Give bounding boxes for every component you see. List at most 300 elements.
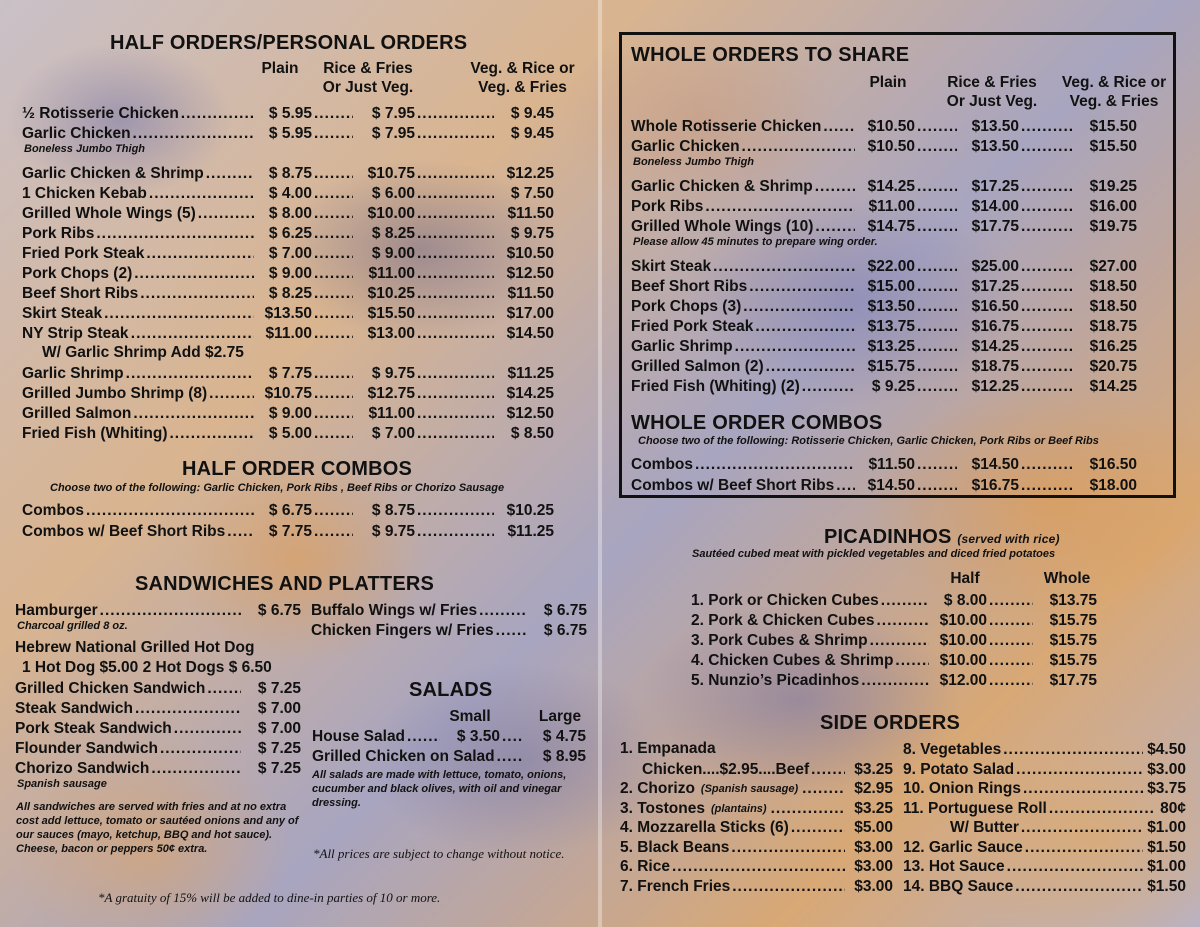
whole-item-price: $14.25 <box>971 338 1019 355</box>
sandwich-item-note: Spanish sausage <box>17 778 107 790</box>
half-item-name: Pork Ribs <box>22 225 95 242</box>
picadinhos-item-price: $ 8.00 <box>943 592 987 609</box>
whole-item-name: Skirt Steak <box>631 258 712 275</box>
half-combo-row <box>22 522 562 542</box>
half-item-name: Garlic Shrimp <box>22 365 124 382</box>
half-item-price: $10.75 <box>367 165 415 182</box>
whole-combo-leader <box>1021 476 1075 496</box>
half-item-row <box>22 264 562 284</box>
half-item-price: $ 8.00 <box>268 205 312 222</box>
whole-item-leader <box>917 257 957 277</box>
whole-item-row <box>631 357 1171 377</box>
half-item-leader <box>417 204 494 224</box>
half-item-leader <box>314 244 353 264</box>
whole-item-price: $19.75 <box>1089 218 1137 235</box>
side-item-row <box>620 779 893 799</box>
picadinhos-item-leader <box>989 671 1033 691</box>
half-item-price: $12.75 <box>367 385 415 402</box>
picadinhos-item-leader <box>876 611 929 631</box>
half-item-leader <box>146 244 254 264</box>
whole-item-row <box>631 277 1171 297</box>
platter-item-leader <box>496 621 527 641</box>
side-item-price: $3.00 <box>854 877 893 895</box>
half-item-price: $13.00 <box>367 325 415 342</box>
side-item-name: 4. Mozzarella Sticks (6) <box>620 819 789 836</box>
whole-item-price: $16.25 <box>1089 338 1137 355</box>
half-item-leader <box>314 384 353 404</box>
picadinhos-item-name: 2. Pork & Chicken Cubes <box>691 612 875 629</box>
side-item-name: 10. Onion Rings <box>903 780 1021 797</box>
half-col-rice-fries: Rice & Fries Or Just Veg. <box>322 60 414 96</box>
whole-item-name: Grilled Whole Wings (10) <box>631 218 814 235</box>
whole-item-row <box>631 117 1171 137</box>
half-item-price: $ 7.50 <box>510 185 554 202</box>
whole-item-price: $18.50 <box>1089 278 1137 295</box>
sandwich-item-note: Charcoal grilled 8 oz. <box>17 620 128 632</box>
whole-combo-price: $14.50 <box>867 477 915 494</box>
side-item-price: $3.00 <box>854 838 893 856</box>
picadinhos-item-price: $15.75 <box>1049 652 1097 669</box>
half-combos-title: HALF ORDER COMBOS <box>182 458 413 480</box>
picadinhos-item-row <box>691 651 1101 671</box>
half-item-price: $ 9.45 <box>510 105 554 122</box>
half-item-price: $ 8.25 <box>268 285 312 302</box>
half-item-price: $11.00 <box>368 265 415 282</box>
salad-item-price: $ 4.75 <box>542 728 586 745</box>
whole-item-leader <box>1021 117 1075 137</box>
picadinhos-item-row <box>691 671 1101 691</box>
side-item-leader <box>1021 818 1143 838</box>
side-item-price: $1.00 <box>1147 819 1186 836</box>
picadinhos-title-note: (served with rice) <box>957 532 1060 546</box>
half-item-leader <box>140 284 254 304</box>
side-item-leader <box>771 799 845 819</box>
salads-title: SALADS <box>409 679 493 701</box>
salads-note: All salads are made with lettuce, tomato, onions, cucumber and black olives, with oil and vinegar dressing. <box>312 769 567 809</box>
salad-item-name: House Salad <box>312 728 406 745</box>
whole-item-row <box>631 137 1171 157</box>
salad-item-name: Grilled Chicken on Salad <box>312 748 495 765</box>
sandwich-item-price: $ 7.00 <box>257 700 301 717</box>
whole-combo-leader <box>695 455 855 475</box>
side-item-name: 9. Potato Salad <box>903 760 1015 778</box>
whole-item-row <box>631 197 1171 217</box>
side-item-leader <box>1016 760 1143 780</box>
whole-item-leader <box>917 277 957 297</box>
whole-item-price: $12.25 <box>971 378 1019 395</box>
half-item-leader <box>314 284 353 304</box>
side-item-row <box>903 877 1186 897</box>
sandwich-row: Hebrew National Grilled Hot Dog <box>15 639 255 656</box>
whole-item-leader <box>1021 217 1075 237</box>
sandwich-item-row <box>15 601 305 621</box>
half-combo-leader <box>417 501 494 521</box>
whole-item-note: Please allow 45 minutes to prepare wing order. <box>633 236 878 248</box>
whole-col-rice-fries: Rice & Fries Or Just Veg. <box>946 74 1038 110</box>
picadinhos-title-text: PICADINHOS <box>824 526 952 548</box>
salad-item-price: $ 8.95 <box>542 748 586 765</box>
whole-item-price: $13.50 <box>867 298 915 315</box>
side-item-name: 14. BBQ Sauce <box>903 877 1014 895</box>
half-item-leader <box>314 224 353 244</box>
side-item-row <box>620 857 893 877</box>
side-item-price: $3.00 <box>854 858 893 875</box>
picadinhos-item-name: 5. Nunzio’s Picadinhos <box>691 672 860 689</box>
picadinhos-item-leader <box>881 591 929 611</box>
whole-item-leader <box>917 297 957 317</box>
side-item-leader <box>1049 799 1156 819</box>
whole-item-leader <box>749 277 855 297</box>
whole-item-price: $16.00 <box>1089 198 1137 215</box>
half-item-leader <box>314 164 353 184</box>
half-item-leader <box>133 124 254 144</box>
whole-item-price: $19.25 <box>1089 178 1137 195</box>
salad-item-leader <box>497 747 524 767</box>
half-item-leader <box>314 364 353 384</box>
half-item-price: $ 9.00 <box>371 245 415 262</box>
side-item-name: 6. Rice <box>620 858 670 875</box>
whole-combo-row <box>631 455 1171 475</box>
side-item-name: 11. Portuguese Roll <box>903 799 1047 817</box>
half-item-name: Grilled Jumbo Shrimp (8) <box>22 385 208 402</box>
picadinhos-item-leader <box>989 631 1033 651</box>
sandwiches-title: SANDWICHES AND PLATTERS <box>135 573 435 595</box>
half-item-price: $14.50 <box>506 325 554 342</box>
half-combo-price: $ 9.75 <box>371 523 415 540</box>
half-combo-leader <box>314 522 353 542</box>
picadinhos-item-row <box>691 611 1101 631</box>
whole-item-price: $17.75 <box>971 218 1019 235</box>
whole-item-name: Garlic Chicken <box>631 138 740 155</box>
half-item-leader <box>417 224 494 244</box>
whole-item-row <box>631 217 1171 237</box>
whole-item-name: Garlic Chicken & Shrimp <box>631 178 813 195</box>
whole-item-price: $10.50 <box>867 138 915 155</box>
whole-item-price: $17.25 <box>971 278 1019 295</box>
whole-item-row <box>631 317 1171 337</box>
side-item-row <box>903 760 1186 780</box>
sandwich-item-name: Pork Steak Sandwich <box>15 720 172 737</box>
side-item-price: $4.50 <box>1147 741 1186 758</box>
whole-item-price: $14.25 <box>867 178 915 195</box>
side-item-price: $3.25 <box>854 760 893 778</box>
half-item-price: $11.50 <box>507 205 554 222</box>
side-item-price: $5.00 <box>854 819 893 836</box>
half-item-name: 1 Chicken Kebab <box>22 185 147 202</box>
half-item-leader <box>314 304 353 324</box>
whole-item-leader <box>1021 257 1075 277</box>
whole-item-leader <box>917 337 957 357</box>
side-item-price: 80¢ <box>1160 799 1186 817</box>
side-item-name: 8. Vegetables <box>903 741 1002 758</box>
half-item-name: NY Strip Steak <box>22 325 129 342</box>
whole-item-row <box>631 337 1171 357</box>
side-item-row <box>903 838 1186 858</box>
half-item-name: Garlic Chicken & Shrimp <box>22 165 204 182</box>
half-item-name: Fried Fish (Whiting) <box>22 425 168 442</box>
side-item-row: 1. Empanada <box>620 740 716 757</box>
half-item-price: $ 8.75 <box>268 165 312 182</box>
half-item-price: $ 6.25 <box>268 225 312 242</box>
half-item-price: $14.25 <box>506 385 554 402</box>
picadinhos-item-price: $12.00 <box>939 672 987 689</box>
picadinhos-item-price: $15.75 <box>1049 632 1097 649</box>
half-item-price: $17.00 <box>506 305 554 322</box>
side-item-leader <box>1015 877 1143 897</box>
half-item-price: $ 7.95 <box>371 105 415 122</box>
sandwich-item-price: $ 7.25 <box>257 740 301 757</box>
half-combo-price: $11.25 <box>507 523 554 540</box>
half-item-row <box>22 304 562 324</box>
picadinhos-item-leader <box>861 671 929 691</box>
half-item-price: $ 5.00 <box>268 425 312 442</box>
picadinhos-item-price: $17.75 <box>1049 672 1097 689</box>
whole-item-name: Pork Chops (3) <box>631 298 742 315</box>
half-item-leader <box>149 184 254 204</box>
half-combo-leader <box>417 522 494 542</box>
whole-item-price: $22.00 <box>867 258 915 275</box>
whole-item-price: $18.75 <box>1089 318 1137 335</box>
whole-orders-title: WHOLE ORDERS TO SHARE <box>631 44 910 66</box>
sandwich-item-name: Chorizo Sandwich <box>15 760 150 777</box>
whole-item-leader <box>1021 357 1075 377</box>
sandwich-item-price: $ 7.25 <box>257 680 301 697</box>
whole-item-leader <box>917 317 957 337</box>
half-item-row <box>22 384 562 404</box>
whole-combo-leader <box>1021 455 1075 475</box>
half-item-leader <box>417 264 494 284</box>
half-combo-price: $10.25 <box>506 502 554 519</box>
whole-item-leader <box>815 217 855 237</box>
half-item-row <box>22 364 562 384</box>
half-item-name: Beef Short Ribs <box>22 285 139 302</box>
whole-col-plain: Plain <box>869 74 907 91</box>
half-item-price: $11.00 <box>265 325 312 342</box>
side-item-row <box>620 877 893 897</box>
side-item-leader <box>1025 838 1143 858</box>
sandwich-item-row <box>15 679 305 699</box>
whole-item-leader <box>823 117 855 137</box>
whole-combo-leader <box>836 476 855 496</box>
platter-item-price: $ 6.75 <box>543 622 587 639</box>
picadinhos-item-price: $10.00 <box>939 632 987 649</box>
half-item-price: $ 8.25 <box>371 225 415 242</box>
half-item-price: $11.25 <box>507 365 554 382</box>
half-item-name: Fried Pork Steak <box>22 245 145 262</box>
half-item-leader <box>417 164 494 184</box>
whole-item-price: $15.50 <box>1089 138 1137 155</box>
picadinhos-item-leader <box>895 651 929 671</box>
platter-item-name: Buffalo Wings w/ Fries <box>311 602 478 619</box>
whole-item-leader <box>705 197 855 217</box>
half-item-row <box>22 204 562 224</box>
side-item-row <box>903 779 1186 799</box>
half-item-price: $12.50 <box>506 265 554 282</box>
whole-item-leader <box>917 137 957 157</box>
whole-item-leader <box>1021 277 1075 297</box>
side-item-note: (Spanish sausage) <box>700 783 799 795</box>
half-item-price: $11.50 <box>507 285 554 302</box>
half-item-row <box>22 324 562 344</box>
side-item-name: 2. Chorizo <box>620 780 695 797</box>
whole-item-price: $13.50 <box>971 138 1019 155</box>
picadinhos-col-half: Half <box>950 570 980 587</box>
whole-item-price: $16.50 <box>971 298 1019 315</box>
whole-item-price: $13.75 <box>867 318 915 335</box>
half-item-price: $ 4.00 <box>268 185 312 202</box>
side-item-row <box>903 857 1186 877</box>
whole-item-name: Fried Pork Steak <box>631 318 754 335</box>
side-item-note: (plantains) <box>710 802 767 815</box>
whole-item-leader <box>742 137 855 157</box>
half-item-leader <box>314 104 353 124</box>
side-item-leader <box>672 857 845 877</box>
whole-item-leader <box>815 177 855 197</box>
sandwich-item-leader <box>160 739 241 759</box>
salad-item-leader <box>407 727 440 747</box>
side-item-leader <box>732 877 845 897</box>
whole-item-leader <box>1021 337 1075 357</box>
half-item-price: $11.00 <box>368 405 415 422</box>
half-item-price: $ 8.50 <box>510 425 554 442</box>
half-item-leader <box>126 364 254 384</box>
half-item-leader <box>417 324 494 344</box>
sandwich-item-price: $ 7.25 <box>257 760 301 777</box>
half-combo-price: $ 7.75 <box>268 523 312 540</box>
half-item-leader <box>417 284 494 304</box>
whole-item-name: Beef Short Ribs <box>631 278 748 295</box>
side-item-name: 3. Tostones <box>620 799 705 817</box>
side-item-leader <box>731 838 845 858</box>
half-item-price: $ 9.00 <box>268 405 312 422</box>
picadinhos-item-name: 1. Pork or Chicken Cubes <box>691 592 879 609</box>
half-item-price: $ 9.00 <box>268 265 312 282</box>
half-item-leader <box>104 304 254 324</box>
sandwich-item-leader <box>207 679 241 699</box>
picadinhos-item-leader <box>989 611 1033 631</box>
sandwich-item-leader <box>174 719 241 739</box>
picadinhos-item-leader <box>989 591 1033 611</box>
platter-item-name: Chicken Fingers w/ Fries <box>311 622 494 639</box>
whole-item-leader <box>735 337 855 357</box>
whole-item-price: $14.75 <box>867 218 915 235</box>
whole-combo-name: Combos <box>631 456 693 473</box>
sandwich-sub-row: 1 Hot Dog $5.00 2 Hot Dogs $ 6.50 <box>22 659 272 676</box>
half-col-plain: Plain <box>261 60 299 77</box>
picadinhos-item-name: 4. Chicken Cubes & Shrimp <box>691 652 894 669</box>
half-item-name: Grilled Whole Wings (5) <box>22 205 196 222</box>
sandwich-item-name: Hamburger <box>15 602 98 619</box>
half-item-price: $13.50 <box>264 305 312 322</box>
half-item-leader <box>314 204 353 224</box>
side-item-leader <box>1023 779 1143 799</box>
whole-item-leader <box>1021 317 1075 337</box>
side-item-leader <box>802 779 845 799</box>
whole-item-row <box>631 377 1171 397</box>
half-item-price: $ 7.00 <box>371 425 415 442</box>
salad-item-row <box>312 727 587 747</box>
side-item-name: 5. Black Beans <box>620 838 730 856</box>
whole-item-name: Grilled Salmon (2) <box>631 358 764 375</box>
whole-combo-name: Combos w/ Beef Short Ribs <box>631 477 835 494</box>
half-item-leader <box>206 164 254 184</box>
half-item-leader <box>96 224 254 244</box>
whole-item-leader <box>1021 137 1075 157</box>
salads-col-small: Small <box>449 708 491 725</box>
half-item-row <box>22 404 562 424</box>
whole-item-leader <box>917 197 957 217</box>
half-item-row <box>22 224 562 244</box>
half-item-leader <box>314 324 353 344</box>
whole-item-row <box>631 177 1171 197</box>
half-item-note: Boneless Jumbo Thigh <box>24 143 146 155</box>
half-orders-sub-row: W/ Garlic Shrimp Add $2.75 <box>42 344 244 361</box>
sandwich-item-name: Grilled Chicken Sandwich <box>15 680 206 697</box>
side-item-name: Chicken....$2.95....Beef <box>642 760 810 778</box>
picadinhos-col-whole: Whole <box>1043 570 1091 587</box>
half-combo-name: Combos w/ Beef Short Ribs <box>22 523 226 540</box>
half-item-row <box>22 124 562 144</box>
picadinhos-item-leader <box>870 631 929 651</box>
whole-item-price: $15.50 <box>1089 118 1137 135</box>
half-item-row <box>22 284 562 304</box>
half-item-leader <box>134 264 254 284</box>
sandwich-item-name: Steak Sandwich <box>15 700 134 717</box>
half-item-price: $ 6.00 <box>371 185 415 202</box>
half-item-name: Garlic Chicken <box>22 125 131 142</box>
price-change-note: *All prices are subject to change without notice. <box>313 846 565 861</box>
salads-col-large: Large <box>538 708 582 725</box>
platter-item-row <box>311 621 586 641</box>
side-item-price: $1.00 <box>1147 858 1186 875</box>
whole-item-leader <box>755 317 855 337</box>
whole-item-price: $27.00 <box>1089 258 1137 275</box>
sandwich-item-price: $ 7.00 <box>257 720 301 737</box>
whole-item-leader <box>917 377 957 397</box>
half-combo-price: $ 6.75 <box>268 502 312 519</box>
sandwich-item-price: $ 6.75 <box>257 602 301 619</box>
whole-item-leader <box>766 357 855 377</box>
whole-combo-leader <box>917 476 957 496</box>
half-item-price: $15.50 <box>367 305 415 322</box>
half-combo-leader <box>227 522 254 542</box>
side-item-name: 7. French Fries <box>620 877 731 895</box>
half-item-price: $ 5.95 <box>268 125 312 142</box>
half-item-row <box>22 424 562 444</box>
side-item-price: $2.95 <box>854 780 893 797</box>
whole-item-row <box>631 257 1171 277</box>
half-item-leader <box>417 244 494 264</box>
whole-item-leader <box>917 217 957 237</box>
half-combo-leader <box>314 501 353 521</box>
whole-item-leader <box>917 177 957 197</box>
whole-item-price: $15.75 <box>867 358 915 375</box>
whole-item-leader <box>1021 197 1075 217</box>
half-item-price: $10.50 <box>506 245 554 262</box>
half-col-veg: Veg. & Rice or Veg. & Fries <box>470 60 575 96</box>
side-item-row <box>950 818 1186 838</box>
whole-item-price: $15.00 <box>867 278 915 295</box>
half-item-row <box>22 104 562 124</box>
sandwich-item-row <box>15 759 305 779</box>
side-item-price: $3.25 <box>854 799 893 817</box>
picadinhos-item-row <box>691 591 1101 611</box>
picadinhos-item-name: 3. Pork Cubes & Shrimp <box>691 632 868 649</box>
whole-item-price: $16.75 <box>971 318 1019 335</box>
half-orders-title: HALF ORDERS/PERSONAL ORDERS <box>110 32 468 54</box>
side-item-leader <box>1007 857 1144 877</box>
side-item-row <box>620 818 893 838</box>
